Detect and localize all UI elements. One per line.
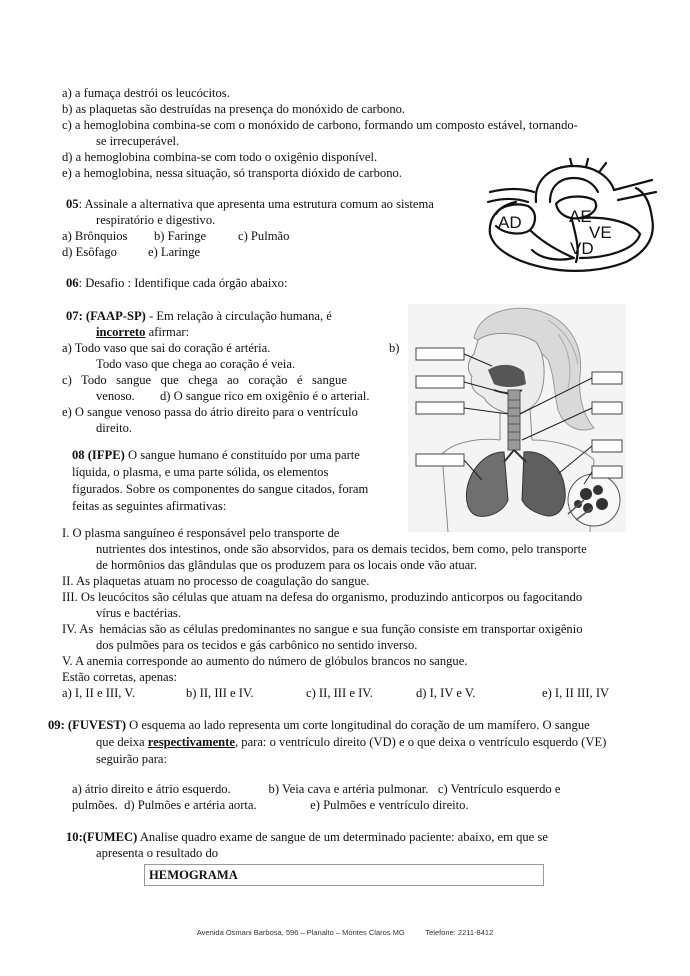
q08-statement-iv: IV. As hemácias são as células predominantes no sangue e sua função consiste em transportar oxigênio	[62, 622, 583, 636]
q08-statement-i-cont2: de hormônios das glândulas que os produzem para os locais onde vão atuar.	[96, 558, 477, 572]
q09-text-1: O esquema ao lado representa um corte longitudinal do coração de um mamífero. O sangue	[126, 718, 590, 732]
q08-intro-2: líquida, o plasma, e uma parte sólida, os elementos	[72, 465, 329, 479]
q05-text-2: respiratório e digestivo.	[96, 213, 216, 227]
q07-question	[66, 309, 332, 324]
q08-option-a: a) I, II e III, V.	[62, 686, 135, 700]
q07-option-e: e) O sangue venoso passa do átrio direito para o ventrículo	[62, 405, 358, 419]
q08-statement-ii: II. As plaquetas atuam no processo de coagulação do sangue.	[62, 574, 370, 588]
q08-statement-iii-cont: vírus e bactérias.	[96, 606, 181, 620]
q06-question	[66, 276, 287, 291]
hemograma-table	[144, 864, 544, 886]
heart-label-ve: VE	[589, 223, 612, 242]
q04-option-b: b) as plaquetas são destruídas na presença do monóxido de carbono.	[62, 102, 406, 116]
q08-option-d: d) I, IV e V.	[416, 686, 476, 700]
q08-statement-iv-cont: dos pulmões para os tecidos e gás carbônico no sentido inverso.	[96, 638, 418, 652]
q04-option-a: a) a fumaça destrói os leucócitos.	[62, 86, 230, 100]
q09-text-3: seguirão para:	[96, 752, 167, 766]
q05-question	[66, 197, 434, 212]
q09-question-line1	[48, 718, 590, 733]
q08-statement-v: V. A anemia corresponde ao aumento do número de glóbulos brancos no sangue.	[62, 654, 468, 668]
q07-text-2: afirmar:	[145, 325, 190, 339]
q05-option-a: a) Brônquios	[62, 229, 128, 243]
q07-option-a: a) Todo vaso que sai do coração é artéria.	[62, 341, 271, 355]
q08-option-e: e) I, II III, IV	[542, 686, 610, 700]
q06-text: : Desafio : Identifique cada órgão abaixo:	[78, 276, 288, 290]
q09-text-2a: que deixa	[96, 735, 148, 749]
q08-statement-i: I. O plasma sanguíneo é responsável pelo transporte de	[62, 526, 340, 540]
q07-option-b: Todo vaso que chega ao coração é veia.	[96, 357, 296, 371]
q08-intro-1: O sangue humano é constituído por uma parte	[124, 448, 360, 462]
q10-text-2: apresenta o resultado do	[96, 846, 219, 860]
q07-source: 07: (FAAP-SP)	[66, 309, 146, 323]
heart-label-ae: AE	[569, 207, 592, 226]
q05-option-c: c) Pulmão	[238, 229, 290, 243]
q06-number: 06	[66, 276, 79, 290]
q09-options-line2: pulmões. d) Pulmões e artéria aorta. e) Pulmões e ventrículo direito.	[72, 798, 469, 812]
q08-intro-4: feitas as seguintes afirmativas:	[72, 499, 227, 513]
q07-emphasis: incorreto	[96, 325, 146, 339]
q07-option-b-marker: b)	[389, 341, 400, 355]
respiratory-system-illustration	[408, 304, 626, 532]
q05-number: 05	[66, 197, 79, 211]
q08-option-c: c) II, III e IV.	[306, 686, 373, 700]
q10-source: 10:(FUMEC)	[66, 830, 138, 844]
q08-option-b: b) II, III e IV.	[186, 686, 254, 700]
q10-text-1: Analise quadro exame de sangue de um determinado paciente: abaixo, em que se	[137, 830, 548, 844]
q09-text-2b: , para: o ventrículo direito (VD) e o que deixa o ventrículo esquerdo (VE)	[234, 735, 607, 749]
q09-source: 09: (FUVEST)	[48, 718, 127, 732]
q10-question-line1	[66, 830, 548, 845]
q09-options-line1: a) átrio direito e átrio esquerdo. b) Veia cava e artéria pulmonar. c) Ventrículo esquerdo e	[72, 782, 561, 796]
q08-source: 08 (IFPE)	[72, 448, 125, 462]
q08-statement-iii: III. Os leucócitos são células que atuam na defesa do organismo, produzindo anticorpos ou fagocitando	[62, 590, 583, 604]
q04-option-e: e) a hemoglobina, nessa situação, só transporta dióxido de carbono.	[62, 166, 402, 180]
q08-statement-i-cont1: nutrientes dos intestinos, onde são absorvidos, para os demais tecidos, bem como, pelo transporte	[96, 542, 587, 556]
q09-emphasis: respectivamente	[147, 735, 235, 749]
q07-option-c-cont-d: venoso. d) O sangue rico em oxigênio é o arterial.	[96, 389, 370, 403]
q04-option-d: d) a hemoglobina combina-se com todo o oxigênio disponível.	[62, 150, 378, 164]
page-footer: Avenida Osmani Barbosa, 596 – Planalto – Montes Claros MG Telefone: 2211-8412	[196, 928, 494, 937]
q07-option-e-cont: direito.	[96, 421, 133, 435]
q05-option-e: e) Laringe	[148, 245, 201, 259]
heart-label-ad: AD	[498, 213, 522, 232]
q08-intro-line1	[72, 448, 360, 463]
heart-label-vd: VD	[570, 239, 594, 258]
q04-option-c: c) a hemoglobina combina-se com o monóxido de carbono, formando um composto estável, tornando-	[62, 118, 578, 132]
q07-option-c: c) Todo sangue que chega ao coração é sangue	[62, 373, 347, 387]
hemograma-header: HEMOGRAMA	[149, 868, 238, 882]
q05-option-b: b) Faringe	[154, 229, 207, 243]
q08-intro-3: figurados. Sobre os componentes do sangue citados, foram	[72, 482, 369, 496]
q05-text-1: : Assinale a alternativa que apresenta uma estrutura comum ao sistema	[78, 197, 434, 211]
q05-option-d: d) Esôfago	[62, 245, 117, 259]
q04-option-c-cont: se irrecuperável.	[96, 134, 180, 148]
q07-text-1: - Em relação à circulação humana, é	[145, 309, 332, 323]
q09-question-line2	[96, 735, 606, 750]
heart-diagram	[476, 158, 672, 276]
q07-question-line2	[96, 325, 189, 340]
q08-prompt: Estão corretas, apenas:	[62, 670, 178, 684]
